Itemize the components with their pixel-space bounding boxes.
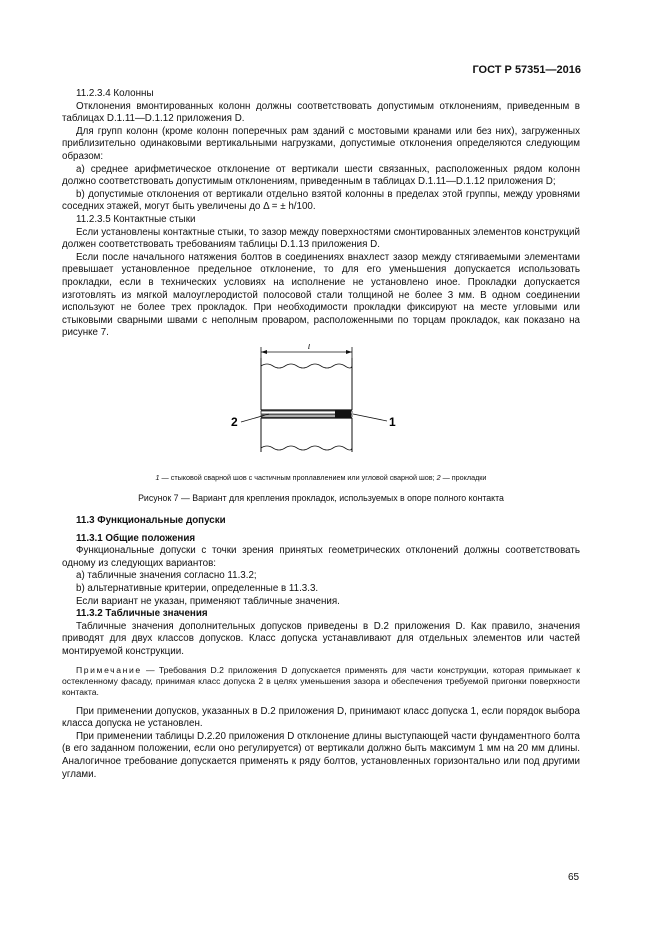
list-item: b) альтернативные критерии, определенные в 11.3.3. [76,583,319,595]
paragraph: Табличные значения дополнительных допусков приведены в D.2 приложения D. Как правило, значения приводят для двух классов допусков. Класс допуска устанавливают для отдельных элементов или частей монтируемой конструкции. [62,620,580,657]
figure-caption: Рисунок 7 — Вариант для крепления прокладок, используемых в опоре полного контакта [138,493,504,504]
list-item: b) допустимые отклонения от вертикали отдельно взятой колонны в пределах этой группы, между уровнями соседних этажей, могут быть увеличены до Δ = ± h/100. [62,188,580,213]
note-text: — Требования D.2 приложения D допускается применять для части конструкции, которая примыкает к остекленному фасаду, принимая класс допуска 2 в целях уменьшения зазора и обеспечения требуемой пригонки поверхности контакта. [62,664,580,697]
list-item: а) среднее арифметическое отклонение от вертикали шести связанных, расположенных рядом колонн должно соответствовать допустимым отклонениям, приведенным в таблицах D.1.11—D.1.12 приложения D; [62,163,580,188]
break-line-bottom [261,446,352,450]
weld-seam [335,410,351,418]
legend-1-number: 1 [155,472,160,482]
page-content [62,88,580,781]
paragraph: Если вариант не указан, применяют табличные значения. [76,595,340,607]
shim-diagram [227,344,417,462]
paragraph: При применении таблицы D.2.20 приложения D отклонение длины выступающей части фундаментного болта (в его заданном положении, если оно регулируется) от вертикали должно быть максимум 1 мм на 20 мм длины. Аналогичное требование допускается применять к ряду болтов, установленных горизонтально или под другими углами. [62,730,580,780]
legend-1-text: — стыковой сварной шов с частичным проплавлением или угловой сварной шов; [159,472,437,482]
subsection-title-general: 11.3.1 Общие положения [76,532,196,544]
section-title-tolerances: 11.3 Функциональные допуски [76,515,226,527]
section-title-columns: 11.2.3.4 Колонны [76,88,154,99]
figure-7 [62,344,580,466]
paragraph: Если после начального натяжения болтов в соединениях внахлест зазор между стягиваемыми элементами превышает установленное предельное отклонение, то для его уменьшения допускается использовать прокладки, если в технических условиях на исполнение не установлено иное. Прокладки допускается изготовлять из мягкой малоуглеродистой полосовой стали толщиной не более 3 мм. В одном соединении используют не более трех прокладок. При необходимости прокладки фиксируют на месте угловыми или стыковыми сварными швами с неполным проваром, расположенными по торцам прокладок, как показано на рисунке 7. [62,251,580,339]
paragraph: Отклонения вмонтированных колонн должны соответствовать допустимым отклонениям, приведенным в таблицах D.1.11—D.1.12 приложения D. [62,100,580,125]
dim-arrow-left [261,350,267,354]
legend-2-text: — прокладки [440,472,487,482]
section-title-joints: 11.2.3.5 Контактные стыки [76,213,196,225]
label-2: 2 [231,414,238,429]
paragraph: При применении допусков, указанных в D.2 приложения D, принимают класс допуска 1, если порядок выбора класса допуска не установлен. [62,705,580,730]
page-number: 65 [568,872,580,883]
dim-arrow-right [346,350,352,354]
note-label: Примечание [76,664,142,675]
dim-label: l [307,343,311,351]
break-line-top [261,364,352,368]
paragraph: Если установлены контактные стыки, то зазор между поверхностями смонтированных элементов конструкций должен соответствовать требованиям таблицы D.1.13 приложения D. [62,226,580,251]
paragraph: Функциональные допуски с точки зрения принятых геометрических отклонений должны соответствовать одному из следующих вариантов: [62,545,580,569]
subsection-title-tabular: 11.3.2 Табличные значения [76,608,208,620]
note [62,665,580,698]
figure-legend [62,472,580,485]
paragraph: Для групп колонн (кроме колонн поперечных рам зданий с мостовыми кранами или без них), загруженных приблизительно одинаковыми вертикальными нагрузками, допустимые отклонения определяются следующим образом: [62,125,580,162]
label-1: 1 [389,414,396,429]
legend-2-number: 2 [436,472,441,482]
list-item: а) табличные значения согласно 11.3.2; [76,570,257,582]
document-id: ГОСТ Р 57351—2016 [472,64,581,76]
leader-1 [353,414,387,421]
